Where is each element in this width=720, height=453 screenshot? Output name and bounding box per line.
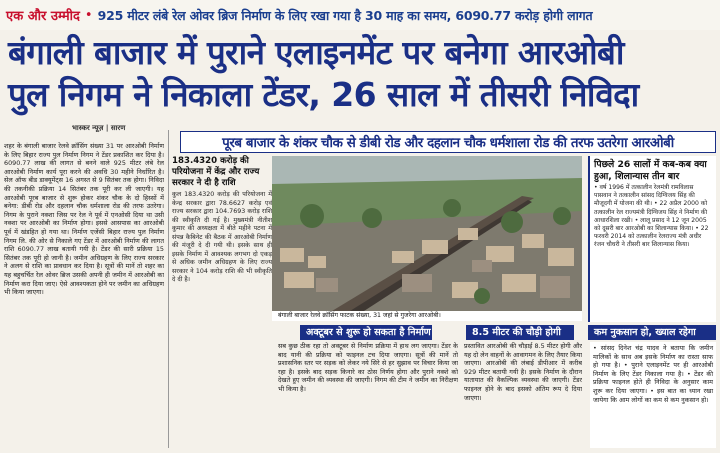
headline-line-1: बंगाली बाजार में पुराने एलाइनमेंट पर बनेगा आरओबी [8, 33, 624, 72]
strap-tag: एक और उम्मीद [6, 9, 80, 24]
construction-text: सब कुछ ठीक रहा तो अक्टूबर से निर्माण प्रक्रिया में हाथ लग जाएगा। टेंडर के बाद यानी की प्रक्रिया को फाइनल टच दिया जाएगा। सूत्रों की मानें तो प्रशासनिक स्तर पर सड़क को लेकर नये सिरे से हर सुझाव पर विचार किया जा रहा है। इसके बाद सड़क किनारे का ठोस निर्णय होगा और पुराने नक्शे को देखते हुए जमीन की व्यवस्था की जाएगी। निगम की टीम ने जमीन का निरीक्षण भी किया है। [278, 342, 458, 393]
funding-heading: 183.4320 करोड़ की परियोजना में केंद्र और राज्य सरकार ने दी है राशि [172, 156, 260, 188]
headline [8, 32, 714, 116]
section-heading-loss: कम नुकसान हो, ख्याल रहेगा [588, 325, 716, 340]
timeline-heading: पिछले 26 सालों में कब-कब क्या हुआ, शिलान्यास तीन बार [594, 159, 707, 182]
aerial-photo-image [272, 156, 582, 311]
funding-box [172, 156, 272, 314]
timeline-box [588, 156, 716, 322]
timeline-body: • वर्ष 1996 में तत्कालीन रेलमंत्री रामविलास पासवान ने तत्कालीन सांसद दिग्विजय सिंह की मौजूदगी में योजना की थी। • 22 अप्रैल 2000 को तत्कालीन रेल राज्यमंत्री दिग्विजय सिंह ने निर्माण की आधारशिला रखी। • लालू प्रसाद ने 12 जून 2005 को दूसरी बार आरओबी का शिलान्यास किया। • 22 फरवरी 2014 को तत्कालीन रेलराज्य मंत्री अधीर रंजन चौधरी ने तीसरी बार शिलान्यास किया। [594, 184, 709, 249]
top-strap [0, 0, 720, 30]
left-column-text: शहर के बंगाली बाजार रेलवे क्रॉसिंग संख्या 31 पर आरओबी निर्माण के लिए बिहार राज्य पुल निर्माण निगम ने टेंडर प्रकाशित कर दिया है। 6090.77 लाख की लागत से बनने वाले 925 मीटर लंबे रेल आरओबी निर्माण कार्य पूरा करने की अवधि 30 महीने निर्धारित है। सेल ऑफ बीड डाक्यूमेंट्स 16 अगस्त से 9 सितंबर तक होगा। निविदा की तकनीकी प्रक्रिया 14 सितंबर तक पूरी कर ली जाएगी। यह आरओबी पूरब बाजार से शुरू होकर शंकर चौक के दो हिस्सों में बनेगा: डीबी रोड और दहलान चौक धर्मशाला रोड की तरफ उतरेगा। निगम के पुराने नक्शा जिस पर रेल ने पूर्व में एनओसी दिया था उसी नक्शा पर आरओबी का निर्माण होगा। इससे आसपास का आरओबी पूर्व में खंडहित हो गया था। निर्माण एजेंसी बिहार राज्य पुल निर्माण निगम लि. की ओर से निकाले गए टेंडर में आरओबी निर्माण की लागत राशि 6090.77 लाख बतायी गयी है। टेंडर की सारी प्रक्रिया 15 सितंबर तक पूरी हो जानी है। जमीन अधिग्रहण के लिए राज्य सरकार ने अलग से राशि का प्रावधान कर दिया है। सूत्रों की मानें तो शहर का यह बहुचर्चित रेल ओवर ब्रिज उसकी अपनी ही जमीन में आरओबी का निर्माण करा दिया जाए। ऐसे आवश्यकता होने पर जमीन का अधिग्रहण भी किया जाएगा। [4, 142, 164, 297]
byline: भास्कर न्यूज़ | सारण [72, 124, 126, 132]
banner-subheadline [180, 131, 716, 153]
strap-text: 925 मीटर लंबे रेल ओवर ब्रिज निर्माण के लिए रखा गया है 30 माह का समय, 6090.77 करोड़ होगी लागत [97, 7, 593, 23]
section-heading-construction: अक्टूबर से शुरू हो सकता है निर्माण [300, 325, 432, 340]
headline-line-2: पुल निगम ने निकाला टेंडर, 26 साल में तीसरी निविदा [8, 75, 639, 114]
width-text: प्रस्तावित आरओबी की चौड़ाई 8.5 मीटर होगी और यह दो लेन वाहनों के आवागमन के लिए तैयार किया जाएगा। आरओबी की लंबाई डीपीआर में करीब 929 मीटर बतायी गयी है। इसके निर्माण के दौरान यातायात की वैकल्पिक व्यवस्था की जाएगी। टेंडर फाइनल होने के बाद इसको अंतिम रूप दे दिया जाएगा। [464, 342, 582, 402]
banner-text: पूरब बाजार के शंकर चौक से डीबी रोड और दहलान चौक धर्मशाला रोड की तरफ उतरेगा आरओबी [222, 136, 674, 151]
photo-caption: बंगाली बाजार रेलवे क्रॉसिंग फाटक संख्या, 31 जहां से गुजरेगा आरओबी। [272, 311, 582, 321]
strap-bullet: • [84, 7, 93, 23]
section-heading-width: 8.5 मीटर की चौड़ी होगी [466, 325, 574, 340]
column-divider [168, 130, 169, 448]
funding-body: कुल 183.4320 करोड़ की परियोजना में केन्द्र सरकार द्वारा 78.6627 करोड़ एवं राज्य सरकार द्वारा 104.7693 करोड़ राशि की स्वीकृति दी गई है। मुख्यमंत्री नीतीश कुमार की अध्यक्षता में बीते महीने पटना में संपन्न कैबिनेट की बैठक में आरओबी निर्माण की मंजूरी दे दी गयी थी। इसके साथ ही इसके निर्माण में आवश्यक लगभग दो एकड़ से अधिक जमीन अधिग्रहण के लिए राज्य सरकार ने 104 करोड़ राशि की भी स्वीकृति दे दी है। [172, 191, 272, 283]
loss-text: • सांसद दिनेश चंद्र यादव ने बताया कि जमीन मालिकों के साथ अब इसके निर्माण का रास्ता साफ हो गया है। • पुराने एलाइनमेंट पर ही आरओबी निर्माण के लिए टेंडर निकाला गया है। • टेंडर की प्रक्रिया फाइनल होते ही निविदा के अनुसार काम शुरू कर दिया जाएगा। • इस बात का ध्यान रखा जायेगा कि आम लोगों का कम से कम नुकसान हो। [590, 342, 716, 448]
aerial-photo [272, 156, 582, 311]
funding-continued-text [172, 322, 272, 448]
